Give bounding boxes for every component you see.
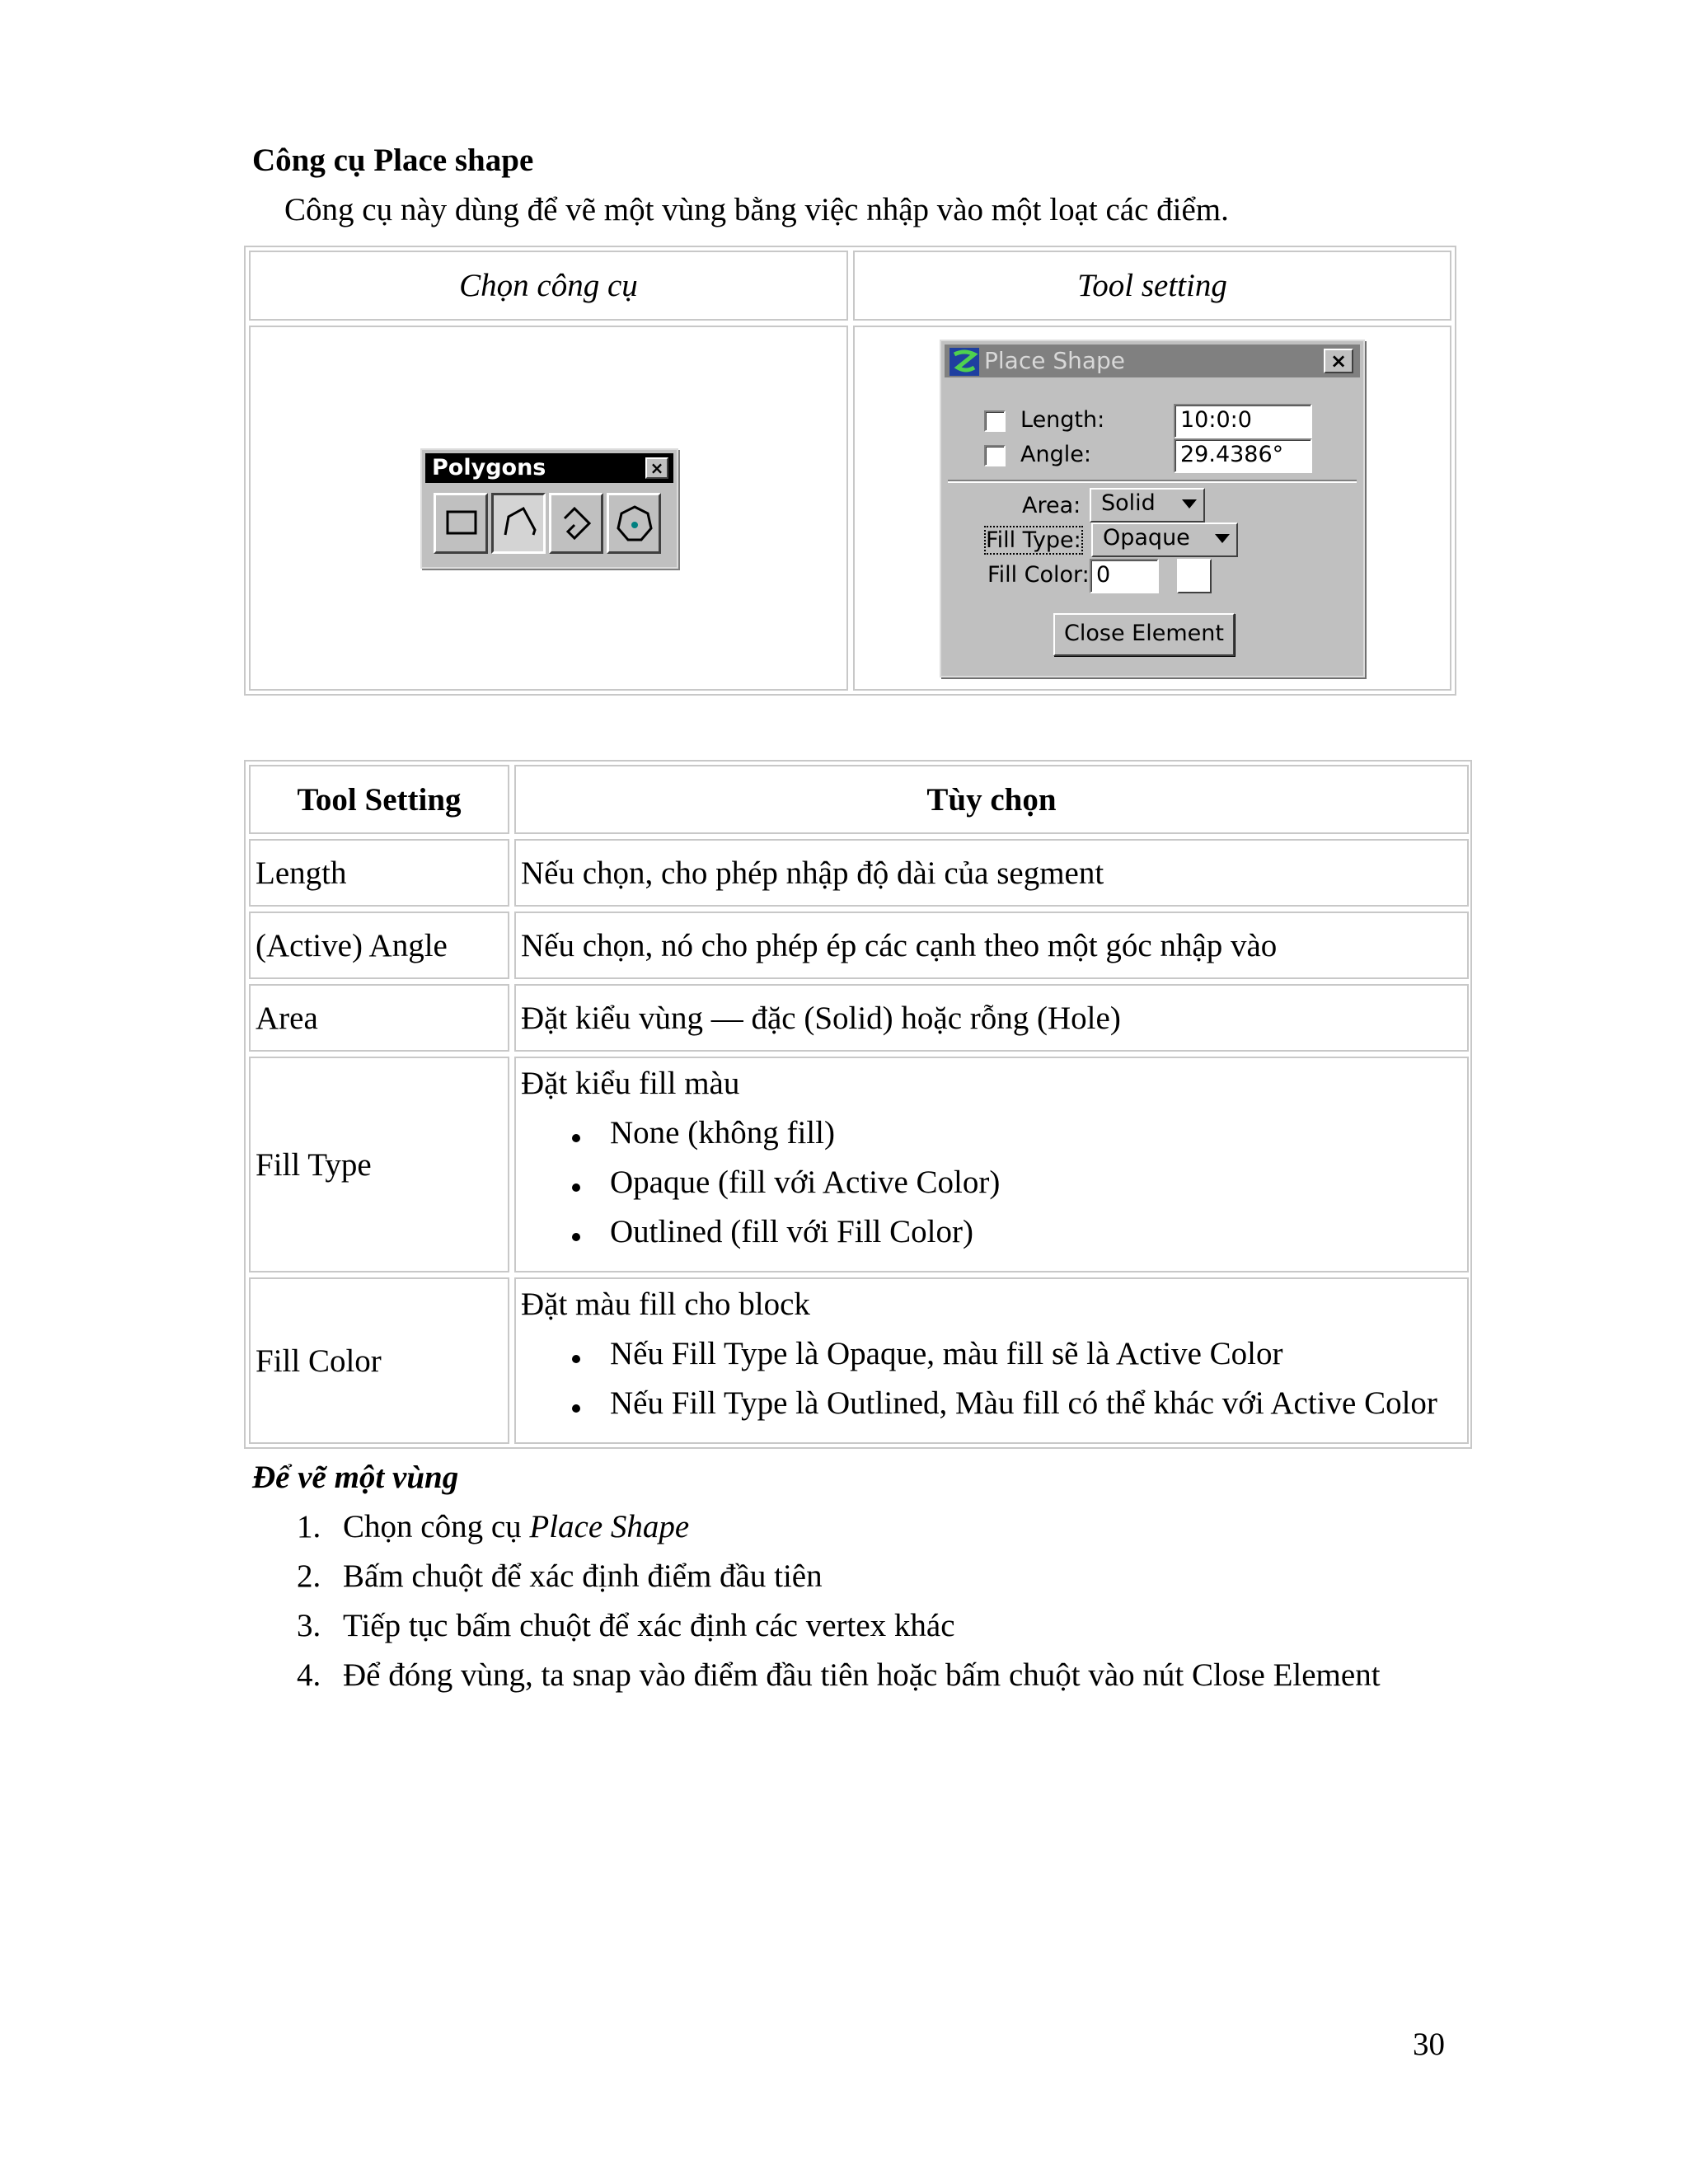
- step-number: 3.: [297, 1608, 321, 1643]
- dialog-close-button[interactable]: ×: [1324, 349, 1353, 373]
- row-fill-color-option: [514, 1277, 1469, 1444]
- step-number: 1.: [297, 1509, 321, 1544]
- row-angle-setting: (Active) Angle: [249, 912, 509, 979]
- app-icon: [950, 348, 979, 376]
- place-shape-tool-button[interactable]: [491, 493, 546, 554]
- step-4: Để đóng vùng, ta snap vào điểm đầu tiên hoặc bấm chuột vào nút Close Element: [343, 1657, 1381, 1693]
- fill-color-swatch[interactable]: [1177, 559, 1212, 593]
- fill-color-bullet-outlined: Nếu Fill Type là Outlined, Màu fill có thể khác với Active Color: [610, 1385, 1437, 1421]
- bullet: [572, 1404, 580, 1413]
- angle-field[interactable]: 29.4386°: [1174, 438, 1312, 473]
- chevron-down-icon: [1182, 499, 1197, 509]
- procedure-heading: Để vẽ một vùng: [252, 1460, 459, 1495]
- header-tool-setting: Tool setting: [853, 251, 1451, 321]
- settings-table: [244, 760, 1472, 1449]
- polygons-toolbar: [420, 448, 678, 569]
- row-area-option: Đặt kiểu vùng — đặc (Solid) hoặc rỗng (Hole): [514, 984, 1469, 1052]
- bullet: [572, 1233, 580, 1241]
- fill-color-label: Fill Color:: [987, 562, 1090, 588]
- step-3: Tiếp tục bấm chuột để xác định các vertex khác: [343, 1608, 955, 1643]
- area-label: Area:: [1022, 493, 1081, 518]
- fill-type-dropdown[interactable]: [1091, 523, 1238, 557]
- step-2: Bấm chuột để xác định điểm đầu tiên: [343, 1558, 823, 1594]
- length-field[interactable]: 10:0:0: [1174, 404, 1312, 438]
- header-choose-tool: Chọn công cụ: [249, 251, 848, 321]
- orthogonal-shape-tool-button[interactable]: [549, 493, 603, 554]
- fill-type-description: Đặt kiểu fill màu: [521, 1066, 740, 1101]
- place-shape-dialog: [940, 340, 1365, 677]
- header-option-col: Tùy chọn: [514, 765, 1469, 834]
- page-number: 30: [1413, 2027, 1445, 2062]
- polygons-titlebar: [425, 453, 673, 483]
- section-title: Công cụ Place shape: [252, 143, 534, 178]
- block-icon: [441, 502, 482, 545]
- row-fill-type-option: [514, 1057, 1469, 1272]
- fill-color-description: Đặt màu fill cho block: [521, 1286, 810, 1322]
- step-1: [343, 1508, 689, 1545]
- row-fill-color-setting: Fill Color: [249, 1277, 509, 1444]
- regular-polygon-icon: [614, 502, 655, 545]
- dialog-separator: [948, 480, 1357, 483]
- intro-paragraph: Công cụ này dùng để vẽ một vùng bằng việc nhập vào một loạt các điểm.: [284, 192, 1229, 227]
- polygons-title: Polygons: [432, 455, 546, 480]
- fill-type-bullet-opaque: Opaque (fill với Active Color): [610, 1165, 1001, 1200]
- area-dropdown[interactable]: [1090, 488, 1205, 523]
- angle-checkbox[interactable]: [984, 445, 1006, 466]
- length-checkbox[interactable]: [984, 410, 1006, 432]
- header-tool-setting-col: Tool Setting: [249, 765, 509, 834]
- row-area-setting: Area: [249, 984, 509, 1052]
- row-length-option: Nếu chọn, cho phép nhập độ dài của segment: [514, 839, 1469, 907]
- step-1-text: Chọn công cụ: [343, 1509, 530, 1544]
- chevron-down-icon: [1215, 534, 1230, 543]
- bullet: [572, 1183, 580, 1192]
- row-length-setting: Length: [249, 839, 509, 907]
- fill-type-bullet-none: None (không fill): [610, 1115, 835, 1151]
- close-element-button[interactable]: Close Element: [1053, 613, 1235, 656]
- dialog-titlebar: [945, 344, 1360, 377]
- row-angle-option: Nếu chọn, nó cho phép ép các cạnh theo một góc nhập vào: [514, 912, 1469, 979]
- bullet: [572, 1355, 580, 1363]
- step-1-tool-name: Place Shape: [529, 1509, 690, 1544]
- place-shape-icon: [499, 502, 540, 545]
- angle-label: Angle:: [1020, 442, 1091, 467]
- fill-type-label: Fill Type:: [986, 527, 1081, 553]
- row-fill-type-setting: Fill Type: [249, 1057, 509, 1272]
- fill-type-value: Opaque: [1103, 525, 1190, 551]
- polygons-close-button[interactable]: ×: [645, 457, 668, 479]
- fill-color-bullet-opaque: Nếu Fill Type là Opaque, màu fill sẽ là Active Color: [610, 1336, 1283, 1371]
- block-tool-button[interactable]: [434, 493, 488, 554]
- area-value: Solid: [1101, 490, 1156, 516]
- orthogonal-shape-icon: [556, 502, 598, 545]
- dialog-title: Place Shape: [984, 347, 1126, 374]
- length-label: Length:: [1020, 407, 1105, 433]
- fill-color-field[interactable]: 0: [1090, 559, 1159, 593]
- regular-polygon-tool-button[interactable]: [607, 493, 661, 554]
- bullet: [572, 1134, 580, 1142]
- step-number: 4.: [297, 1657, 321, 1693]
- fill-type-bullet-outlined: Outlined (fill với Fill Color): [610, 1214, 973, 1249]
- step-number: 2.: [297, 1558, 321, 1594]
